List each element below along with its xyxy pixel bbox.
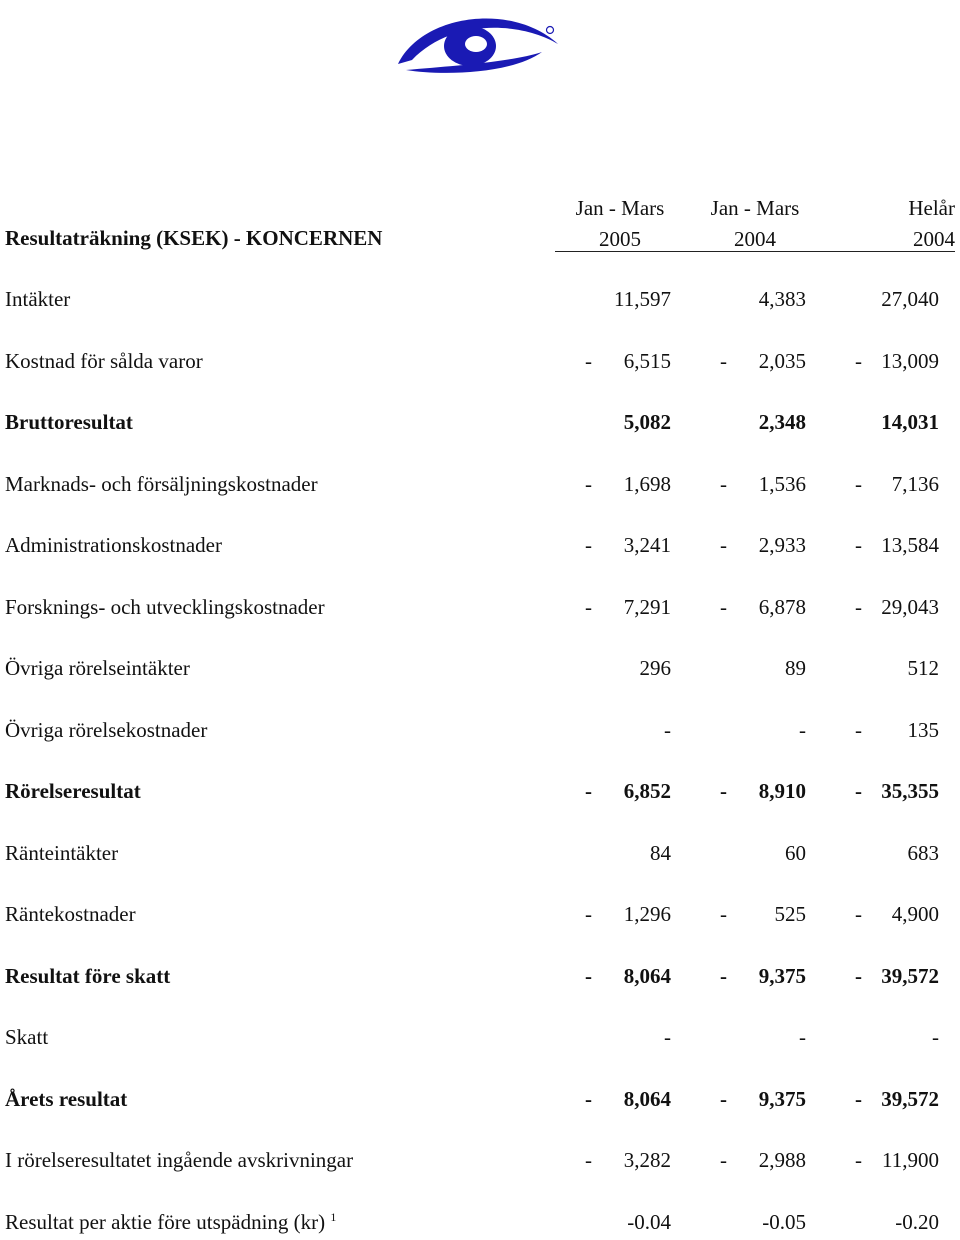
row-label: Räntekostnader [5, 902, 136, 926]
value-cell-col3 [855, 1087, 939, 1117]
value-number: 512 [907, 656, 939, 680]
value-number: - [932, 1025, 939, 1049]
negative-sign: - [720, 902, 727, 926]
negative-sign: - [585, 472, 592, 496]
col3-year: 2004 [913, 227, 955, 251]
value-number: 60 [785, 841, 806, 865]
value-cell-col2 [720, 287, 806, 317]
value-number: 13,009 [881, 349, 939, 373]
table-row [0, 410, 960, 440]
negative-sign: - [855, 779, 862, 803]
value-cell-col1 [585, 779, 671, 809]
value-number: 11,900 [882, 1148, 939, 1172]
value-cell-col2 [720, 1148, 806, 1178]
value-number: 27,040 [881, 287, 939, 311]
value-cell-col1 [585, 718, 671, 748]
value-cell-col2 [720, 595, 806, 625]
value-number: 84 [650, 841, 671, 865]
table-row [0, 1087, 960, 1117]
col3-period: Helår [908, 196, 955, 220]
value-cell-col3 [855, 287, 939, 317]
value-number: 2,348 [758, 410, 806, 434]
value-number: 39,572 [881, 964, 939, 988]
negative-sign: - [720, 964, 727, 988]
negative-sign: - [585, 1148, 592, 1172]
value-cell-col2 [720, 1210, 806, 1240]
value-cell-col3 [855, 410, 939, 440]
value-number: 1,698 [623, 472, 671, 496]
value-cell-col3 [855, 779, 939, 809]
col1-year: 2005 [599, 227, 641, 251]
table-row [0, 841, 960, 871]
value-cell-col2 [720, 841, 806, 871]
negative-sign: - [855, 472, 862, 496]
value-cell-col1 [585, 595, 671, 625]
negative-sign: - [585, 533, 592, 557]
table-row [0, 1025, 960, 1055]
negative-sign: - [720, 1148, 727, 1172]
value-number: 9,375 [758, 964, 806, 988]
value-number: 2,933 [758, 533, 806, 557]
company-logo [392, 4, 572, 84]
value-number: - [799, 1025, 806, 1049]
value-number: 1,296 [623, 902, 671, 926]
value-cell-col1 [585, 349, 671, 379]
value-cell-col2 [720, 1087, 806, 1117]
value-cell-col1 [585, 1087, 671, 1117]
value-number: -0.20 [895, 1210, 939, 1234]
footnote-marker: 1 [330, 1210, 337, 1224]
negative-sign: - [855, 718, 862, 742]
value-cell-col2 [720, 410, 806, 440]
negative-sign: - [720, 779, 727, 803]
value-number: 8,910 [758, 779, 806, 803]
table-row [0, 595, 960, 625]
negative-sign: - [585, 1087, 592, 1111]
value-number: 6,878 [758, 595, 806, 619]
value-number: 14,031 [881, 410, 939, 434]
table-row [0, 902, 960, 932]
value-number: 11,597 [614, 287, 671, 311]
negative-sign: - [855, 533, 862, 557]
negative-sign: - [855, 902, 862, 926]
table-row [0, 472, 960, 502]
negative-sign: - [720, 472, 727, 496]
value-cell-col1 [585, 841, 671, 871]
table-row [0, 656, 960, 686]
value-number: 9,375 [758, 1087, 806, 1111]
value-number: 5,082 [623, 410, 671, 434]
value-cell-col3 [855, 964, 939, 994]
value-number: 35,355 [881, 779, 939, 803]
value-number: 89 [785, 656, 806, 680]
negative-sign: - [855, 964, 862, 988]
value-cell-col3 [855, 533, 939, 563]
value-number: 4,383 [758, 287, 806, 311]
value-cell-col3 [855, 349, 939, 379]
negative-sign: - [720, 595, 727, 619]
negative-sign: - [585, 964, 592, 988]
value-number: 2,035 [758, 349, 806, 373]
row-label: Skatt [5, 1025, 49, 1049]
value-number: 7,291 [623, 595, 671, 619]
row-label: Bruttoresultat [5, 410, 133, 434]
row-label: Administrationskostnader [5, 533, 222, 557]
value-number: - [664, 718, 671, 742]
value-cell-col3 [855, 1210, 939, 1240]
table-row [0, 1148, 960, 1178]
row-label: Intäkter [5, 287, 71, 311]
table-row [0, 1210, 960, 1240]
value-cell-col3 [855, 1025, 939, 1055]
value-cell-col2 [720, 779, 806, 809]
negative-sign: - [585, 349, 592, 373]
value-number: 29,043 [881, 595, 939, 619]
value-number: 135 [907, 718, 939, 742]
table-row [0, 779, 960, 809]
value-number: 6,515 [623, 349, 671, 373]
table-row [0, 964, 960, 994]
value-cell-col1 [585, 1148, 671, 1178]
row-label: Ränteintäkter [5, 841, 119, 865]
value-cell-col1 [585, 902, 671, 932]
value-cell-col1 [585, 472, 671, 502]
table-row [0, 349, 960, 379]
row-label: Rörelseresultat [5, 779, 141, 803]
value-number: 13,584 [881, 533, 939, 557]
value-cell-col2 [720, 1025, 806, 1055]
col2-year: 2004 [734, 227, 776, 251]
negative-sign: - [720, 533, 727, 557]
value-number: 6,852 [623, 779, 671, 803]
value-number: 8,064 [623, 1087, 671, 1111]
value-number: 4,900 [891, 902, 939, 926]
value-number: -0.04 [627, 1210, 671, 1234]
value-cell-col3 [855, 595, 939, 625]
value-cell-col2 [720, 718, 806, 748]
value-cell-col2 [720, 964, 806, 994]
row-label: Övriga rörelseintäkter [5, 656, 190, 680]
value-cell-col2 [720, 656, 806, 686]
table-row [0, 718, 960, 748]
logo-registered-mark [547, 27, 554, 34]
value-cell-col1 [585, 656, 671, 686]
value-number: 525 [774, 902, 806, 926]
statement-title: Resultaträkning (KSEK) - KONCERNEN [5, 226, 383, 250]
value-cell-col2 [720, 472, 806, 502]
row-label: Resultat per aktie före utspädning (kr) $^1$ [5, 1210, 337, 1234]
negative-sign: - [855, 595, 862, 619]
negative-sign: - [855, 1087, 862, 1111]
negative-sign: - [855, 1148, 862, 1172]
col1-period: Jan - Mars [575, 196, 665, 220]
value-cell-col1 [585, 410, 671, 440]
value-number: - [664, 1025, 671, 1049]
value-cell-col1 [585, 964, 671, 994]
row-label: I rörelseresultatet ingående avskrivningar [5, 1148, 354, 1172]
table-row [0, 287, 960, 317]
row-label: Resultat före skatt [5, 964, 171, 988]
row-label: Marknads- och försäljningskostnader [5, 472, 318, 496]
negative-sign: - [585, 595, 592, 619]
table-row [0, 533, 960, 563]
value-number: 8,064 [623, 964, 671, 988]
value-cell-col3 [855, 1148, 939, 1178]
value-cell-col3 [855, 902, 939, 932]
value-number: 39,572 [881, 1087, 939, 1111]
row-label: Forsknings- och utvecklingskostnader [5, 595, 325, 619]
value-number: - [799, 718, 806, 742]
row-label: Årets resultat [5, 1087, 128, 1111]
value-cell-col2 [720, 533, 806, 563]
value-cell-col3 [855, 841, 939, 871]
value-cell-col2 [720, 902, 806, 932]
value-number: 1,536 [758, 472, 806, 496]
row-label: Övriga rörelsekostnader [5, 718, 208, 742]
value-number: 2,988 [758, 1148, 806, 1172]
value-number: -0.05 [762, 1210, 806, 1234]
value-number: 7,136 [891, 472, 939, 496]
negative-sign: - [585, 902, 592, 926]
value-number: 3,241 [623, 533, 671, 557]
negative-sign: - [585, 779, 592, 803]
value-number: 683 [907, 841, 939, 865]
value-cell-col1 [585, 1025, 671, 1055]
row-label: Kostnad för sålda varor [5, 349, 203, 373]
value-cell-col2 [720, 349, 806, 379]
value-cell-col3 [855, 656, 939, 686]
value-cell-col1 [585, 533, 671, 563]
value-number: 296 [639, 656, 671, 680]
value-cell-col3 [855, 718, 939, 748]
negative-sign: - [855, 349, 862, 373]
negative-sign: - [720, 349, 727, 373]
col2-period: Jan - Mars [710, 196, 800, 220]
value-number: 3,282 [623, 1148, 671, 1172]
value-cell-col3 [855, 472, 939, 502]
value-cell-col1 [585, 287, 671, 317]
negative-sign: - [720, 1087, 727, 1111]
header-underline [555, 251, 955, 252]
value-cell-col1 [585, 1210, 671, 1240]
